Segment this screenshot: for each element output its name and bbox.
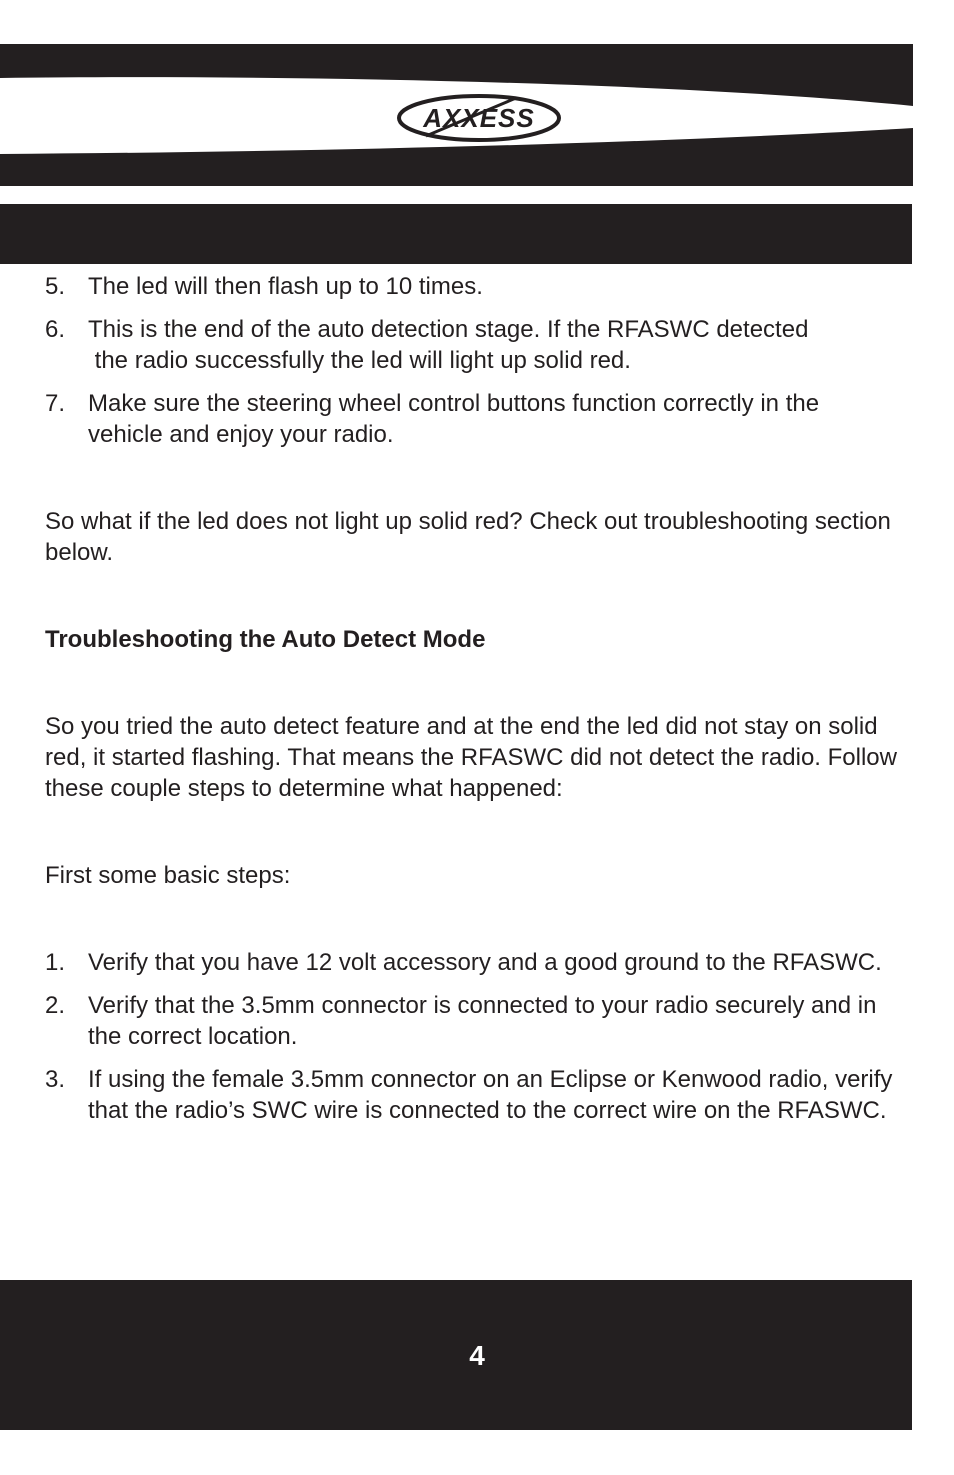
- section-bar: [0, 204, 912, 264]
- list-item: [45, 947, 911, 978]
- continued-steps-list: [45, 271, 911, 450]
- list-text-line: vehicle and enjoy your radio.: [88, 421, 394, 448]
- list-text-line: This is the end of the auto detection stage. If the RFASWC detected: [88, 316, 809, 343]
- list-text: [88, 314, 911, 376]
- page-number: 4: [469, 1340, 485, 1371]
- list-text: Verify that you have 12 volt accessory and a good ground to the RFASWC.: [88, 949, 882, 976]
- list-text-line: Make sure the steering wheel control buttons function correctly in the: [88, 390, 820, 417]
- basic-steps-label: First some basic steps:: [45, 862, 291, 889]
- list-item: [45, 271, 911, 302]
- list-text: If using the female 3.5mm connector on an Eclipse or Kenwood radio, verify that the radio’s SWC wire is connected to the correct wire on the RFASWC.: [88, 1066, 893, 1124]
- troubleshooting-heading: Troubleshooting the Auto Detect Mode: [45, 626, 486, 653]
- list-item: [45, 990, 911, 1052]
- list-item: [45, 1064, 911, 1126]
- list-item: [45, 388, 911, 450]
- troubleshooting-steps-list: [45, 947, 911, 1126]
- list-text: The led will then flash up to 10 times.: [88, 273, 483, 300]
- list-text-line: the radio successfully the led will light up solid red.: [88, 347, 631, 374]
- list-number: 5.: [45, 273, 66, 300]
- list-item: [45, 314, 911, 376]
- axxess-logo: [396, 92, 562, 144]
- list-number: 6.: [45, 316, 66, 343]
- page-content: [45, 271, 911, 1138]
- list-text: Verify that the 3.5mm connector is connected to your radio securely and in the correct location.: [88, 992, 877, 1050]
- list-number: 1.: [45, 949, 66, 976]
- troubleshooting-intro: So you tried the auto detect feature and at the end the led did not stay on solid red, it started flashing. That means the RFASWC did not detect the radio. Follow these couple steps to determine what happened:: [45, 713, 897, 802]
- list-number: 7.: [45, 390, 66, 417]
- list-number: 3.: [45, 1066, 66, 1093]
- svg-text:AXXESS: AXXESS: [423, 103, 535, 133]
- list-text: [88, 388, 911, 450]
- list-number: 2.: [45, 992, 66, 1019]
- not-solid-red-paragraph: So what if the led does not light up solid red? Check out troubleshooting section below.: [45, 508, 891, 566]
